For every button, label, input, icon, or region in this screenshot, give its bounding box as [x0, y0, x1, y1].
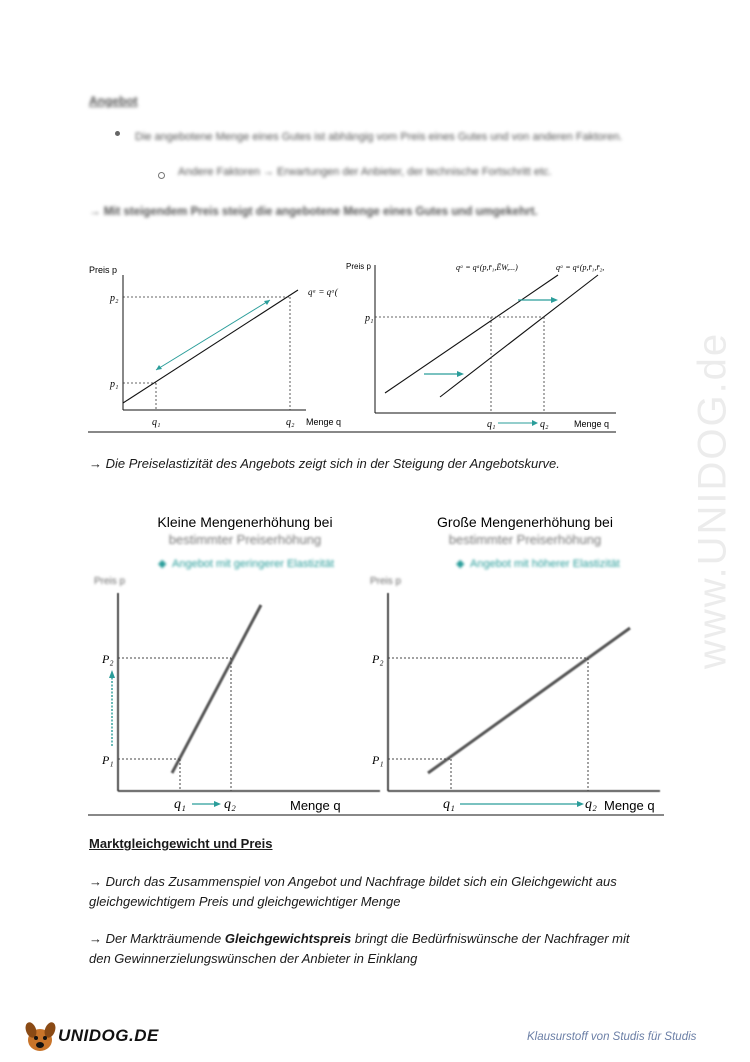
elasticity-figure-2 [88, 508, 668, 820]
right-legend-marker: ◆ [456, 558, 465, 570]
paragraph-1-line-1: → Durch das Zusammenspiel von Angebot und Nachfrage bildet sich ein Gleichgewicht aus [89, 874, 617, 889]
left-q2-label: q₂ [224, 797, 236, 812]
right-q2-label: q₂ [540, 419, 549, 430]
paragraph-1-line-2: gleichgewichtigem Preis und gleichgewichtiger Menge [89, 894, 401, 909]
supply-curve-figure-1 [88, 255, 618, 435]
left-supply-chart [89, 265, 341, 428]
left-y-axis-label: Preis p [94, 576, 126, 587]
right-x-axis-label: Menge q [574, 419, 610, 429]
bullet-dot [115, 131, 120, 136]
left-P2-label: P₂ [102, 652, 114, 666]
section-heading-angebot: Angebot [89, 94, 138, 108]
sub-bullet-text: Andere Faktoren → Erwartungen der Anbieter, der technische Fortschritt etc. [178, 166, 552, 178]
paragraph-2-keyword: Gleichgewichtspreis [224, 931, 352, 946]
left-q1-label: q₁ [174, 797, 186, 812]
left-y-axis-label: Preis p [89, 265, 118, 275]
right-flat-supply-line [428, 628, 630, 773]
left-elasticity-chart [94, 514, 380, 813]
left-panel-subtitle: bestimmter Preiserhöhung [168, 532, 322, 547]
left-q2-label: q₂ [286, 417, 295, 428]
left-legend-marker: ◆ [158, 558, 167, 570]
dog-logo-icon [22, 1016, 62, 1056]
right-supply-chart [346, 262, 616, 430]
left-curve-label: qᵃ = qᵃ( [308, 287, 338, 297]
right-q2-label: q₂ [585, 797, 597, 812]
left-p2-label: p₂ [110, 293, 119, 304]
section-title-marktgleichgewicht: Marktgleichgewicht und Preis [89, 836, 273, 851]
left-x-axis-label: Menge q [306, 417, 342, 427]
side-watermark: www.UNIDOG.de [690, 331, 735, 669]
sub-bullet-dot [158, 172, 165, 179]
left-q1-label: q₁ [152, 417, 161, 428]
left-supply-line [123, 290, 298, 403]
right-panel-title: Große Mengenerhöhung bei [437, 514, 613, 530]
paragraph-equilibrium-price [89, 929, 689, 969]
right-q1-label: q₁ [487, 419, 496, 430]
left-p1-label: p₁ [110, 379, 119, 390]
elasticity-statement: → Die Preiselastizität des Angebots zeigt sich in der Steigung der Angebotskurve. [89, 456, 560, 471]
right-P2-label: P₂ [372, 652, 384, 666]
bold-statement: → Mit steigendem Preis steigt die angebotene Menge eines Gutes und umgekehrt. [89, 206, 538, 218]
paragraph-2-line-2: den Gewinnerzielungswünschen der Anbieter in Einklang [89, 951, 418, 966]
footer-logo-text: UNIDOG.DE [58, 1026, 159, 1045]
right-panel-subtitle: bestimmter Preiserhöhung [448, 532, 602, 547]
left-steep-supply-line [172, 605, 261, 773]
right-q1-label: q₁ [443, 797, 455, 812]
bullet-text: Die angebotene Menge eines Gutes ist abhängig vom Preis eines Gutes und von anderen Faktoren. [135, 131, 623, 143]
footer-tagline: Klausurstoff von Studis für Studis [527, 1031, 697, 1043]
left-x-axis-label: Menge q [290, 798, 341, 813]
right-elasticity-chart [370, 514, 660, 813]
right-x-axis-label: Menge q [604, 798, 655, 813]
right-supply-line-2 [440, 275, 598, 397]
paragraph-2-suffix: bringt die Bedürfniswünsche der Nachfrager mit [351, 931, 630, 946]
paragraph-2-prefix: → Der Markträumende [89, 931, 225, 946]
right-supply-line-1 [385, 275, 558, 393]
right-curve-label-1: qᵃ = qᵃ(p,r̄₁,ĒW,...) [456, 263, 518, 272]
right-p1-label: p₁ [365, 313, 374, 324]
left-legend-text: Angebot mit geringerer Elastizität [172, 558, 335, 570]
left-panel-title: Kleine Mengenerhöhung bei [157, 514, 333, 530]
right-P1-label: P₁ [372, 753, 384, 767]
left-P1-label: P₁ [102, 753, 114, 767]
right-curve-label-2: qᵃ = qᵃ(p,r̄₁,r̄₂, [556, 263, 605, 272]
right-y-axis-label: Preis p [346, 262, 371, 271]
paragraph-2-line-1 [89, 929, 689, 949]
paragraph-equilibrium [89, 872, 689, 912]
right-y-axis-label: Preis p [370, 576, 402, 587]
right-legend-text: Angebot mit höherer Elastizität [470, 558, 620, 570]
